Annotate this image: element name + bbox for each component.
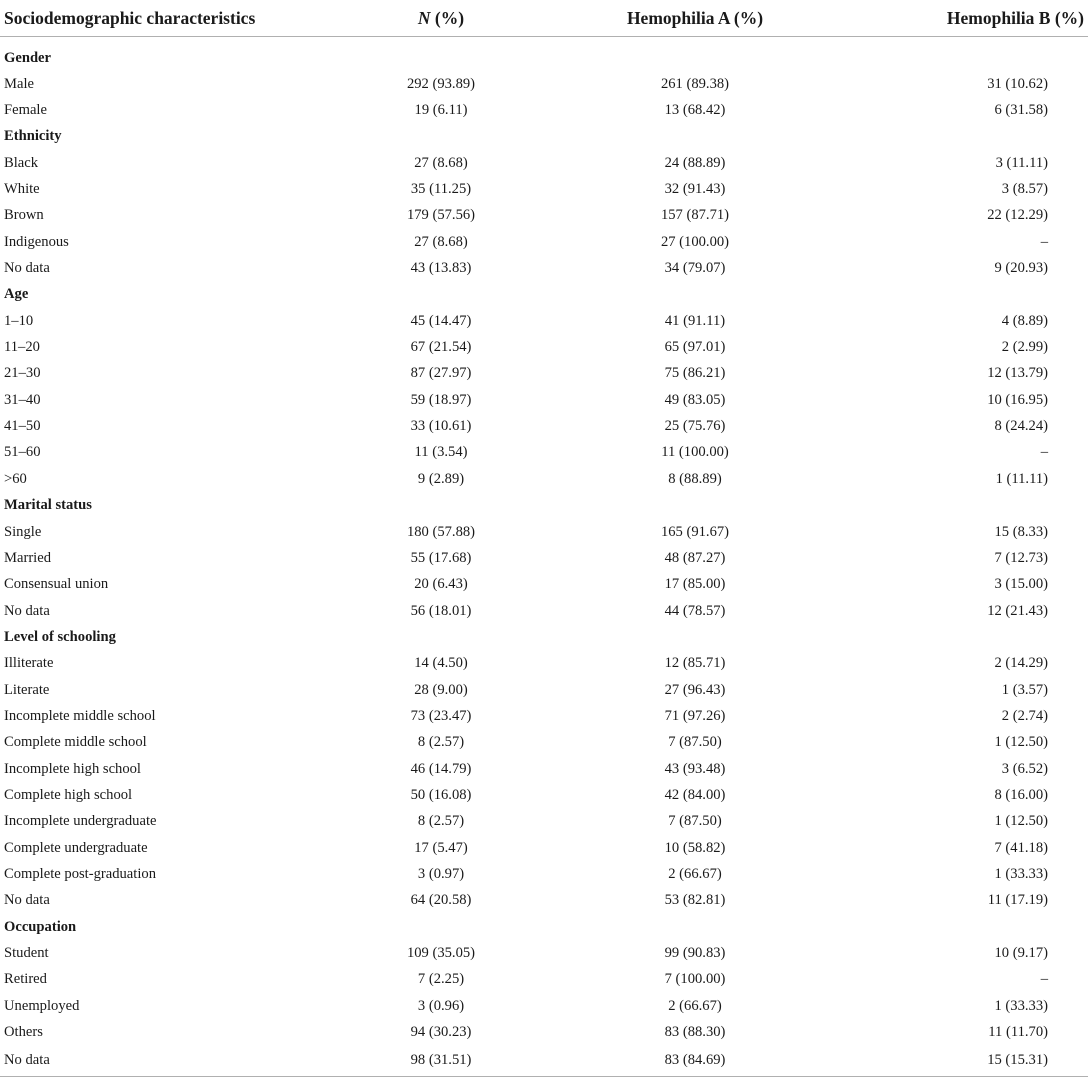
- table-row: [0, 176, 1088, 202]
- cell-hemophilia-a: 41 (91.11): [664, 312, 726, 329]
- row-label: Single: [4, 523, 42, 540]
- row-label: Consensual union: [4, 576, 109, 593]
- cell-hemophilia-b: 3 (11.11): [995, 154, 1048, 171]
- cell-hemophilia-a: 13 (68.42): [664, 102, 726, 119]
- row-label: Female: [4, 102, 47, 119]
- table-row: [0, 255, 1088, 281]
- cell-hemophilia-a: 49 (83.05): [664, 391, 726, 408]
- row-label: 31–40: [4, 391, 41, 408]
- cell-hemophilia-b: 15 (15.31): [822, 1046, 1088, 1077]
- table-row: [0, 361, 1088, 387]
- table-row: [0, 387, 1088, 413]
- cell-hemophilia-a: 99 (90.83): [664, 945, 726, 962]
- section-label: Gender: [4, 49, 52, 66]
- cell-hemophilia-a: 32 (91.43): [664, 181, 726, 198]
- section-header-row: [0, 914, 1088, 940]
- row-label: Literate: [4, 681, 50, 698]
- cell-hemophilia-b: 12 (21.43): [987, 602, 1048, 619]
- header-row: [0, 0, 1088, 37]
- cell-n-percent: 28 (9.00): [414, 681, 468, 698]
- table-row: [0, 888, 1088, 914]
- row-label: Married: [4, 549, 52, 566]
- row-label: No data: [4, 892, 50, 909]
- section-label: Age: [4, 286, 29, 303]
- table-row: [0, 334, 1088, 360]
- cell-n-percent: 9 (2.89): [417, 470, 465, 487]
- row-label: Black: [4, 154, 39, 171]
- cell-hemophilia-a: 25 (75.76): [664, 418, 726, 435]
- cell-n-percent: 45 (14.47): [410, 312, 472, 329]
- row-label: 11–20: [4, 339, 40, 356]
- cell-hemophilia-b: 9 (20.93): [994, 260, 1048, 277]
- cell-hemophilia-a: 34 (79.07): [664, 260, 726, 277]
- row-label: Others: [4, 1024, 43, 1041]
- cell-n-percent: 3 (0.97): [417, 865, 465, 882]
- table-header: [0, 0, 1088, 37]
- cell-n-percent: 59 (18.97): [410, 391, 472, 408]
- cell-hemophilia-a: 8 (88.89): [668, 470, 722, 487]
- cell-hemophilia-b: 1 (11.11): [995, 470, 1048, 487]
- cell-hemophilia-b: 6 (31.58): [994, 102, 1048, 119]
- cell-n-percent: 7 (2.25): [417, 971, 465, 988]
- table-row: [0, 572, 1088, 598]
- cell-hemophilia-b: 3 (6.52): [1001, 760, 1048, 777]
- table-row: [0, 940, 1088, 966]
- cell-hemophilia-a: 43 (93.48): [664, 760, 726, 777]
- row-label: Incomplete middle school: [4, 707, 156, 724]
- row-label: Retired: [4, 971, 47, 988]
- table-row: [0, 703, 1088, 729]
- cell-hemophilia-a: 44 (78.57): [664, 602, 726, 619]
- cell-n-percent: 109 (35.05): [406, 945, 476, 962]
- section-header-row: [0, 282, 1088, 308]
- row-label: 51–60: [4, 444, 41, 461]
- cell-hemophilia-a: 27 (100.00): [660, 233, 730, 250]
- table-row: [0, 782, 1088, 808]
- cell-n-percent: 3 (0.96): [417, 997, 465, 1014]
- section-label: Ethnicity: [4, 128, 62, 145]
- header-hemophilia-b: Hemophilia B (%): [822, 0, 1088, 37]
- cell-n-percent: 14 (4.50): [414, 655, 468, 672]
- cell-n-percent: 64 (20.58): [410, 892, 472, 909]
- row-label: Illiterate: [4, 655, 54, 672]
- row-label: Incomplete high school: [4, 760, 141, 777]
- cell-hemophilia-b: 12 (13.79): [987, 365, 1048, 382]
- table-row: [0, 677, 1088, 703]
- cell-n-percent: 35 (11.25): [410, 181, 472, 198]
- cell-n-percent: 8 (2.57): [417, 813, 465, 830]
- table-row: [0, 71, 1088, 97]
- table-row: [0, 466, 1088, 492]
- cell-hemophilia-a: 48 (87.27): [664, 549, 726, 566]
- cell-hemophilia-b: 8 (24.24): [994, 418, 1048, 435]
- cell-n-percent: 19 (6.11): [414, 102, 468, 119]
- cell-hemophilia-b: 2 (2.74): [1001, 707, 1048, 724]
- table-row: [0, 440, 1088, 466]
- cell-hemophilia-a: 7 (100.00): [664, 971, 726, 988]
- cell-n-percent: 179 (57.56): [406, 207, 476, 224]
- cell-n-percent: 55 (17.68): [410, 549, 472, 566]
- table-row: [0, 413, 1088, 439]
- table-row: [0, 229, 1088, 255]
- cell-hemophilia-a: 27 (96.43): [664, 681, 726, 698]
- cell-hemophilia-a: 7 (87.50): [668, 734, 722, 751]
- cell-n-percent: 56 (18.01): [410, 602, 472, 619]
- row-label: No data: [0, 1046, 314, 1077]
- cell-hemophilia-a: 75 (86.21): [664, 365, 726, 382]
- cell-hemophilia-a: 165 (91.67): [660, 523, 730, 540]
- cell-hemophilia-b: 1 (12.50): [994, 734, 1048, 751]
- cell-hemophilia-a: 42 (84.00): [664, 786, 726, 803]
- table-row: [0, 519, 1088, 545]
- cell-hemophilia-b: 10 (9.17): [994, 945, 1048, 962]
- cell-hemophilia-b: 1 (33.33): [994, 997, 1048, 1014]
- cell-hemophilia-b: 1 (3.57): [1001, 681, 1048, 698]
- row-label: White: [4, 181, 40, 198]
- section-label: Marital status: [4, 497, 92, 514]
- cell-hemophilia-b: –: [1040, 971, 1048, 988]
- section-label: Level of schooling: [4, 628, 116, 645]
- section-header-row: [0, 37, 1088, 72]
- cell-hemophilia-b: 3 (8.57): [1001, 181, 1048, 198]
- row-label: Complete undergraduate: [4, 839, 148, 856]
- cell-hemophilia-a: 17 (85.00): [664, 576, 726, 593]
- section-header-row: [0, 624, 1088, 650]
- cell-hemophilia-a: 53 (82.81): [664, 892, 726, 909]
- cell-hemophilia-b: 2 (2.99): [1001, 339, 1048, 356]
- cell-hemophilia-b: 2 (14.29): [994, 655, 1048, 672]
- row-label: Brown: [4, 207, 44, 224]
- row-label: Indigenous: [4, 233, 69, 250]
- row-label: Complete post-graduation: [4, 865, 156, 882]
- cell-hemophilia-b: 11 (17.19): [987, 892, 1048, 909]
- row-label: No data: [4, 260, 50, 277]
- cell-n-percent: 98 (31.51): [314, 1046, 568, 1077]
- table-row: [0, 97, 1088, 123]
- cell-hemophilia-a: 83 (84.69): [568, 1046, 822, 1077]
- cell-n-percent: 46 (14.79): [410, 760, 472, 777]
- cell-hemophilia-b: 3 (15.00): [994, 576, 1048, 593]
- cell-hemophilia-b: –: [1040, 233, 1048, 250]
- cell-hemophilia-a: 157 (87.71): [660, 207, 730, 224]
- table-row: [0, 967, 1088, 993]
- row-label: 41–50: [4, 418, 41, 435]
- row-label: Unemployed: [4, 997, 80, 1014]
- cell-hemophilia-a: 2 (66.67): [668, 865, 722, 882]
- row-label: Student: [4, 945, 49, 962]
- table-row: [0, 1046, 1088, 1077]
- row-label: 21–30: [4, 365, 41, 382]
- section-label: Occupation: [4, 918, 77, 935]
- cell-n-percent: 73 (23.47): [410, 707, 472, 724]
- cell-hemophilia-a: 71 (97.26): [664, 707, 726, 724]
- header-characteristics: Sociodemographic characteristics: [0, 0, 314, 37]
- cell-hemophilia-a: 12 (85.71): [664, 655, 726, 672]
- cell-hemophilia-b: –: [1040, 444, 1048, 461]
- row-label: Male: [4, 75, 34, 92]
- cell-n-percent: 94 (30.23): [410, 1024, 472, 1041]
- table-row: [0, 150, 1088, 176]
- table-row: [0, 861, 1088, 887]
- header-n-symbol: N: [417, 7, 431, 28]
- cell-n-percent: 8 (2.57): [417, 734, 465, 751]
- header-hemophilia-a: Hemophilia A (%): [568, 0, 822, 37]
- cell-hemophilia-b: 1 (33.33): [994, 865, 1048, 882]
- header-n-percent: [314, 0, 568, 37]
- cell-n-percent: 27 (8.68): [414, 154, 468, 171]
- table-row: [0, 203, 1088, 229]
- cell-hemophilia-b: 7 (41.18): [994, 839, 1048, 856]
- cell-n-percent: 67 (21.54): [410, 339, 472, 356]
- table-row: [0, 598, 1088, 624]
- cell-n-percent: 180 (57.88): [406, 523, 476, 540]
- cell-hemophilia-a: 65 (97.01): [664, 339, 726, 356]
- cell-hemophilia-b: 1 (12.50): [994, 813, 1048, 830]
- cell-hemophilia-b: 7 (12.73): [994, 549, 1048, 566]
- table-body: [0, 37, 1088, 1077]
- row-label: >60: [4, 470, 27, 487]
- row-label: Complete middle school: [4, 734, 147, 751]
- cell-hemophilia-a: 24 (88.89): [664, 154, 726, 171]
- cell-hemophilia-b: 31 (10.62): [987, 75, 1048, 92]
- row-label: No data: [4, 602, 50, 619]
- cell-n-percent: 17 (5.47): [414, 839, 468, 856]
- header-n-suffix: (%): [430, 7, 465, 28]
- cell-n-percent: 43 (13.83): [410, 260, 472, 277]
- cell-n-percent: 87 (27.97): [410, 365, 472, 382]
- cell-hemophilia-b: 15 (8.33): [994, 523, 1048, 540]
- cell-hemophilia-b: 4 (8.89): [1001, 312, 1048, 329]
- table-row: [0, 308, 1088, 334]
- table-row: [0, 730, 1088, 756]
- cell-hemophilia-b: 22 (12.29): [987, 207, 1048, 224]
- cell-n-percent: 11 (3.54): [414, 444, 468, 461]
- cell-hemophilia-b: 11 (11.70): [988, 1024, 1048, 1041]
- cell-n-percent: 50 (16.08): [410, 786, 472, 803]
- cell-hemophilia-a: 83 (88.30): [664, 1024, 726, 1041]
- cell-n-percent: 27 (8.68): [414, 233, 468, 250]
- cell-hemophilia-b: 8 (16.00): [994, 786, 1048, 803]
- cell-hemophilia-a: 261 (89.38): [660, 75, 730, 92]
- cell-hemophilia-a: 7 (87.50): [668, 813, 722, 830]
- cell-hemophilia-a: 2 (66.67): [668, 997, 722, 1014]
- section-header-row: [0, 124, 1088, 150]
- cell-hemophilia-a: 11 (100.00): [661, 444, 729, 461]
- table-row: [0, 756, 1088, 782]
- row-label: Complete high school: [4, 786, 133, 803]
- cell-n-percent: 292 (93.89): [406, 75, 476, 92]
- cell-hemophilia-b: 10 (16.95): [987, 391, 1048, 408]
- table-row: [0, 1019, 1088, 1045]
- table-row: [0, 651, 1088, 677]
- table-row: [0, 809, 1088, 835]
- section-header-row: [0, 493, 1088, 519]
- table-row: [0, 835, 1088, 861]
- table-row: [0, 993, 1088, 1019]
- row-label: Incomplete undergraduate: [4, 813, 157, 830]
- cell-n-percent: 33 (10.61): [410, 418, 472, 435]
- cell-n-percent: 20 (6.43): [414, 576, 468, 593]
- table-row: [0, 545, 1088, 571]
- row-label: 1–10: [4, 312, 34, 329]
- cell-hemophilia-a: 10 (58.82): [664, 839, 726, 856]
